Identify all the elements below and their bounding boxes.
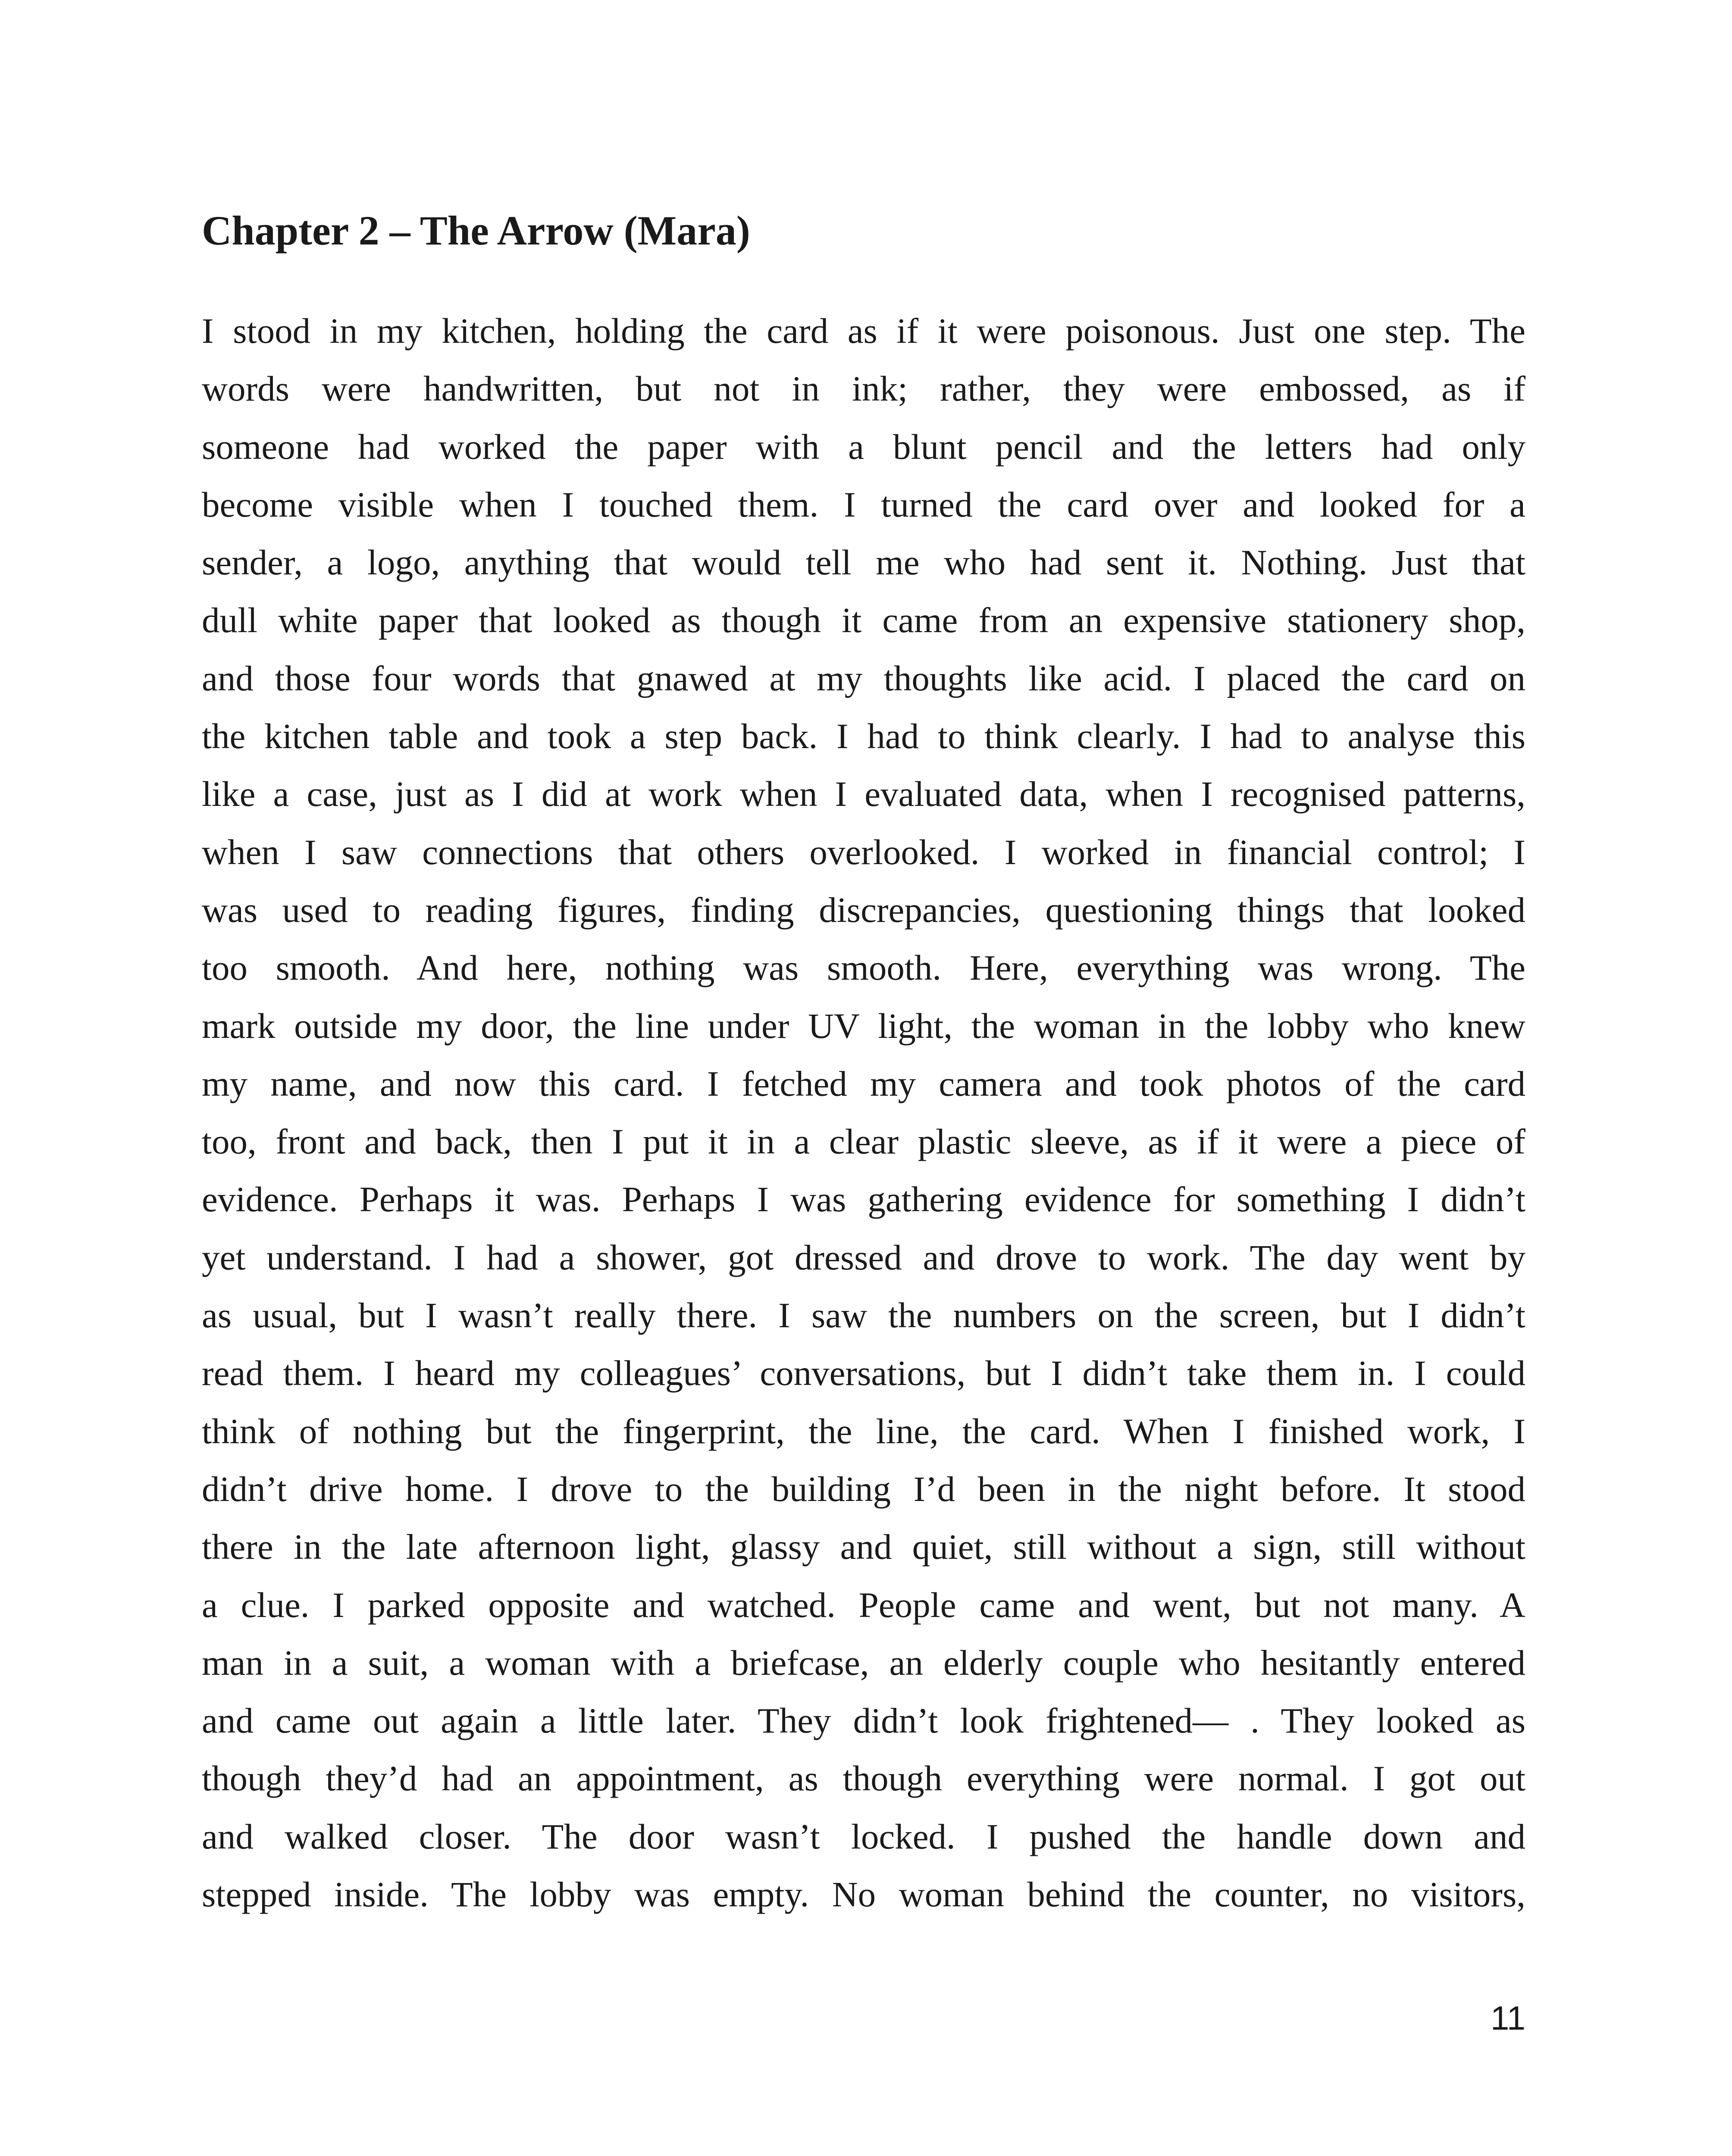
text-line: and those four words that gnawed at my thoughts like acid. I placed the card on (202, 658, 1525, 698)
text-line: I stood in my kitchen, holding the card as if it were poisonous. Just one step. The (202, 311, 1525, 351)
text-line: mark outside my door, the line under UV light, the woman in the lobby who knew (202, 1006, 1525, 1046)
text-line: yet understand. I had a shower, got dressed and drove to work. The day went by (202, 1237, 1525, 1277)
text-line: as usual, but I wasn’t really there. I saw the numbers on the screen, but I didn’t (202, 1295, 1525, 1335)
body-text (202, 302, 1525, 1923)
text-line: think of nothing but the fingerprint, the line, the card. When I finished work, I (202, 1411, 1525, 1451)
text-line: the kitchen table and took a step back. I had to think clearly. I had to analyse this (202, 716, 1525, 756)
text-line: read them. I heard my colleagues’ conversations, but I didn’t take them in. I could (202, 1353, 1525, 1393)
text-line: and came out again a little later. They didn’t look frightened— . They looked as (202, 1701, 1525, 1741)
text-line: words were handwritten, but not in ink; rather, they were embossed, as if (202, 369, 1525, 409)
text-line: though they’d had an appointment, as though everything were normal. I got out (202, 1758, 1525, 1799)
text-line: too, front and back, then I put it in a clear plastic sleeve, as if it were a piece of (202, 1122, 1525, 1162)
text-line: there in the late afternoon light, glassy and quiet, still without a sign, still without (202, 1527, 1525, 1567)
text-line: my name, and now this card. I fetched my camera and took photos of the card (202, 1063, 1525, 1103)
text-line: and walked closer. The door wasn’t locked. I pushed the handle down and (202, 1816, 1525, 1856)
text-line: someone had worked the paper with a blunt pencil and the letters had only (202, 426, 1525, 467)
text-line: like a case, just as I did at work when I evaluated data, when I recognised patterns, (202, 774, 1525, 814)
text-line: evidence. Perhaps it was. Perhaps I was gathering evidence for something I didn’t (202, 1179, 1525, 1219)
text-line: a clue. I parked opposite and watched. People came and went, but not many. A (202, 1585, 1525, 1625)
text-line: become visible when I touched them. I turned the card over and looked for a (202, 484, 1525, 524)
text-line: didn’t drive home. I drove to the building I’d been in the night before. It stood (202, 1469, 1525, 1509)
text-line: too smooth. And here, nothing was smooth. Here, everything was wrong. The (202, 948, 1525, 988)
text-line: sender, a logo, anything that would tell me who had sent it. Nothing. Just that (202, 542, 1525, 583)
text-line: dull white paper that looked as though it came from an expensive stationery shop, (202, 600, 1525, 640)
text-line: man in a suit, a woman with a briefcase, an elderly couple who hesitantly entered (202, 1642, 1525, 1683)
page-number: 11 (1491, 1999, 1525, 2037)
text-line: when I saw connections that others overlooked. I worked in financial control; I (202, 832, 1525, 872)
text-line: was used to reading figures, finding discrepancies, questioning things that looked (202, 890, 1525, 930)
text-line: stepped inside. The lobby was empty. No woman behind the counter, no visitors, (202, 1874, 1525, 1915)
chapter-title: Chapter 2 – The Arrow (Mara) (202, 207, 750, 254)
